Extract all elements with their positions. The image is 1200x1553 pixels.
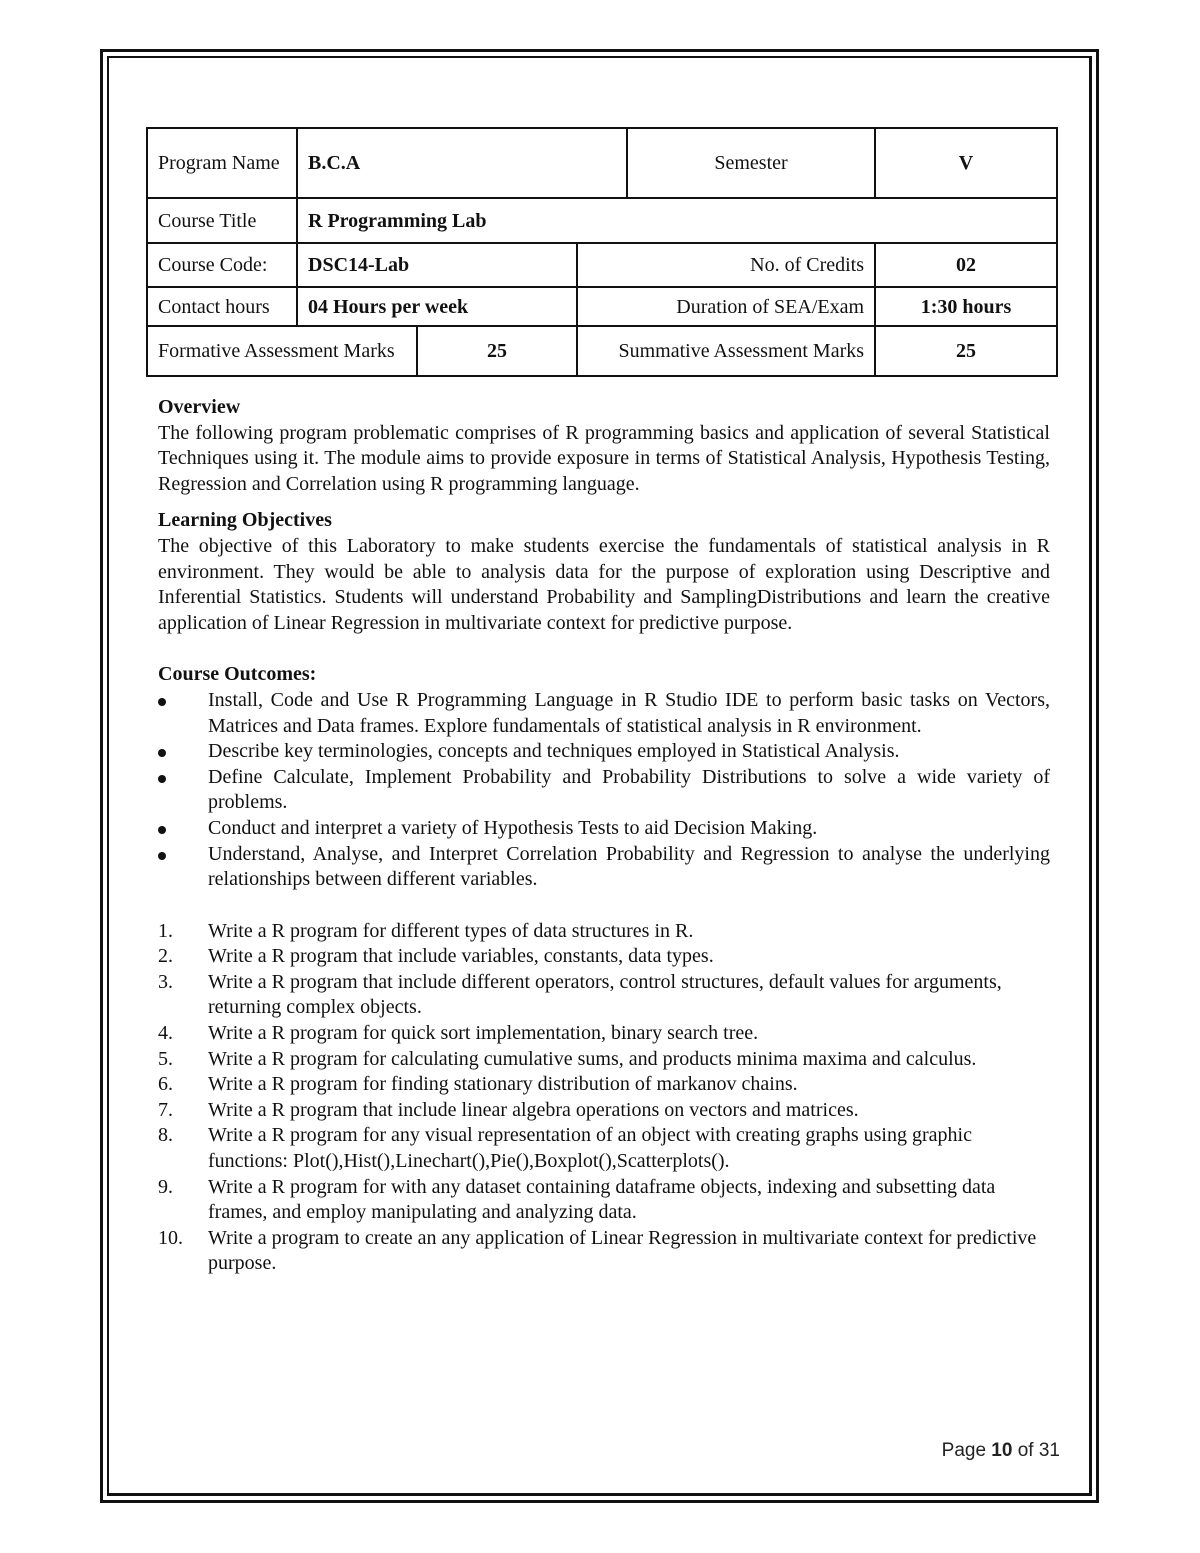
- outcome-text: Conduct and interpret a variety of Hypothesis Tests to aid Decision Making.: [208, 816, 818, 839]
- item-number: 2.: [158, 945, 173, 968]
- program-text: Write a R program that include variables, constants, data types.: [208, 945, 714, 968]
- list-item: [158, 842, 1050, 893]
- list-item: [158, 739, 1050, 765]
- list-item: [158, 1021, 1050, 1047]
- contact-hours-value: 04 Hours per week: [297, 287, 577, 326]
- table-row: [147, 326, 1057, 376]
- item-number: 9.: [158, 1175, 173, 1198]
- page-border-shadow-right: [1089, 56, 1092, 1496]
- course-outcomes-list: [158, 688, 1050, 893]
- list-item: [158, 944, 1050, 970]
- formative-value: 25: [417, 326, 577, 376]
- bullet-icon: [158, 775, 166, 783]
- outcome-text: Install, Code and Use R Programming Language in R Studio IDE to perform basic tasks on Vectors, Matrices and Data frames. Explore fundamentals of statistical analysis in R environment.: [208, 688, 1050, 737]
- course-code-value: DSC14-Lab: [297, 243, 577, 287]
- list-item: [158, 1098, 1050, 1124]
- learning-objectives-heading: Learning Objectives: [158, 509, 332, 532]
- summative-value: 25: [875, 326, 1057, 376]
- bullet-icon: [158, 826, 166, 834]
- table-row: [147, 128, 1057, 198]
- duration-label: Duration of SEA/Exam: [577, 287, 875, 326]
- item-number: 1.: [158, 919, 173, 942]
- item-number: 5.: [158, 1047, 173, 1070]
- table-row: [147, 287, 1057, 326]
- list-item: [158, 1175, 1050, 1226]
- formative-label: Formative Assessment Marks: [147, 326, 417, 376]
- course-code-label: Course Code:: [147, 243, 297, 287]
- program-list: [158, 919, 1050, 1277]
- item-number: 7.: [158, 1098, 173, 1121]
- item-number: 6.: [158, 1073, 173, 1096]
- program-text: Write a R program for with any dataset containing dataframe objects, indexing and subsetting data frames, and employ manipulating and analyzing data.: [208, 1175, 996, 1224]
- list-item: [158, 919, 1050, 945]
- program-text: Write a R program that include different operators, control structures, default values for arguments, returning complex objects.: [208, 970, 1002, 1019]
- bullet-icon: [158, 749, 166, 757]
- of-word: of: [1017, 1440, 1034, 1461]
- table-row: [147, 243, 1057, 287]
- program-name-label: Program Name: [147, 128, 297, 198]
- list-item: [158, 765, 1050, 816]
- bullet-icon: [158, 852, 166, 860]
- page-number: 10: [991, 1440, 1013, 1461]
- list-item: [158, 1047, 1050, 1073]
- item-number: 4.: [158, 1022, 173, 1045]
- summative-label: Summative Assessment Marks: [577, 326, 875, 376]
- list-item: [158, 1123, 1050, 1174]
- program-text: Write a R program for any visual representation of an object with creating graphs using graphic functions: Plot(),Hist(),Linechart(),Pie(),Boxplot(),Scatterplots().: [208, 1124, 972, 1173]
- program-text: Write a R program for finding stationary distribution of markanov chains.: [208, 1073, 798, 1096]
- item-number: 10.: [158, 1226, 183, 1249]
- list-item: [158, 816, 1050, 842]
- total-pages: 31: [1038, 1440, 1060, 1461]
- credits-value: 02: [875, 243, 1057, 287]
- outcome-text: Describe key terminologies, concepts and techniques employed in Statistical Analysis.: [208, 740, 900, 763]
- item-number: 8.: [158, 1124, 173, 1147]
- contact-hours-label: Contact hours: [147, 287, 297, 326]
- item-number: 3.: [158, 970, 173, 993]
- program-text: Write a R program that include linear algebra operations on vectors and matrices.: [208, 1098, 859, 1121]
- semester-value: V: [875, 128, 1057, 198]
- list-item: [158, 970, 1050, 1021]
- semester-label: Semester: [627, 128, 875, 198]
- program-name-value: B.C.A: [297, 128, 627, 198]
- course-title-value: R Programming Lab: [297, 198, 1057, 243]
- list-item: [158, 1226, 1050, 1277]
- table-row: [147, 198, 1057, 243]
- page-word: Page: [941, 1440, 987, 1461]
- overview-text: The following program problematic comprises of R programming basics and application of several Statistical Techniques using it. The module aims to provide exposure in terms of Statistical Analysis, Hypothesis Testing, Regression and Correlation using R programming language.: [158, 421, 1050, 495]
- overview-heading: Overview: [158, 396, 241, 418]
- program-text: Write a R program for calculating cumulative sums, and products minima maxima and calculus.: [208, 1047, 977, 1070]
- bullet-icon: [158, 698, 166, 706]
- learning-objectives-text: The objective of this Laboratory to make students exercise the fundamentals of statistical analysis in R environment. They would be able to analysis data for the purpose of exploration using Descriptive and Inferential Statistics. Students will understand Probability and SamplingDistributions and learn the creative application of Linear Regression in multivariate context for predictive purpose.: [158, 534, 1050, 634]
- course-info-table: [146, 127, 1058, 377]
- list-item: [158, 688, 1050, 739]
- document-body: [158, 395, 1050, 1277]
- outcome-text: Define Calculate, Implement Probability and Probability Distributions to solve a wide variety of problems.: [208, 765, 1050, 814]
- program-text: Write a R program for quick sort implementation, binary search tree.: [208, 1022, 759, 1045]
- course-title-label: Course Title: [147, 198, 297, 243]
- page-footer: [942, 1440, 1060, 1462]
- list-item: [158, 1072, 1050, 1098]
- program-text: Write a R program for different types of data structures in R.: [208, 919, 694, 942]
- duration-value: 1:30 hours: [875, 287, 1057, 326]
- credits-label: No. of Credits: [577, 243, 875, 287]
- page-border-shadow-bottom: [107, 1493, 1092, 1496]
- outcome-text: Understand, Analyse, and Interpret Correlation Probability and Regression to analyse the underlying relationships between different variables.: [208, 842, 1050, 891]
- program-text: Write a program to create an any application of Linear Regression in multivariate context for predictive purpose.: [208, 1226, 1037, 1275]
- course-outcomes-heading: Course Outcomes:: [158, 663, 317, 686]
